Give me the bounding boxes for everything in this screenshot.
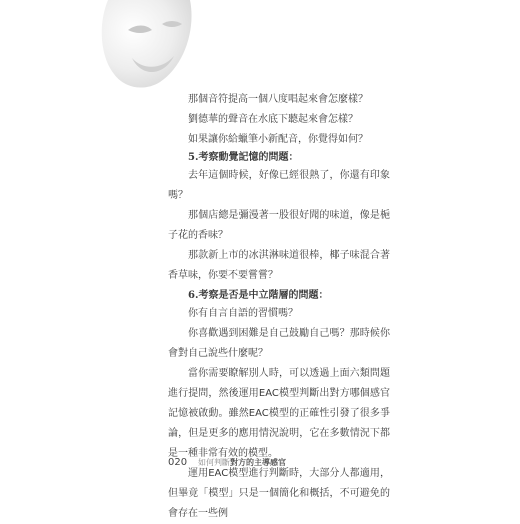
paragraph: 當你需要瞭解別人時，可以透過上面六類問題進行提問，然後運用EAC模型判斷出對方哪個感官記憶被啟動。雖然EAC模型的正確性引發了很多爭論，但是更多的應用情況說明，它在多數情況下都是一種非常有效的模型。 — [168, 368, 390, 459]
running-title — [198, 458, 286, 467]
paragraph: 你喜歡遇到困難是自己鼓勵自己嗎？那時候你會對自己說些什麼呢？ — [168, 328, 390, 359]
question-line: 那個音符提高一個八度唱起來會怎麼樣？ — [188, 94, 368, 105]
paragraph: 去年這個時候，好像已經很熱了，你還有印象嗎？ — [168, 170, 390, 201]
section-heading: 6.考察是否是中立階層的問題： — [188, 290, 329, 301]
paragraph: 那款新上市的冰淇淋味道很棒，椰子味混合著香草味，你要不要嘗嘗？ — [168, 250, 390, 281]
theater-mask-illustration — [88, 0, 198, 92]
running-title-bold: 對方的主導感官 — [229, 458, 286, 467]
section-heading: 5.考察動覺記憶的問題： — [188, 152, 299, 163]
question-line: 如果讓你給蠟筆小新配音，你覺得如何？ — [188, 134, 368, 145]
page-footer — [168, 457, 286, 469]
page-number: 020 — [168, 457, 188, 468]
paragraph: 運用EAC模型進行判斷時，大部分人都適用，但畢竟「模型」只是一個簡化和概括，不可避免的會存在一些例 — [168, 468, 390, 519]
running-title-pre: 如何判斷 — [197, 458, 230, 467]
paragraph: 那個店總是彌漫著一股很好聞的味道，像是梔子花的香味？ — [168, 210, 390, 241]
paragraph: 你有自言自語的習慣嗎？ — [188, 308, 298, 319]
question-line: 劉德華的聲音在水底下聽起來會怎樣？ — [188, 114, 358, 125]
